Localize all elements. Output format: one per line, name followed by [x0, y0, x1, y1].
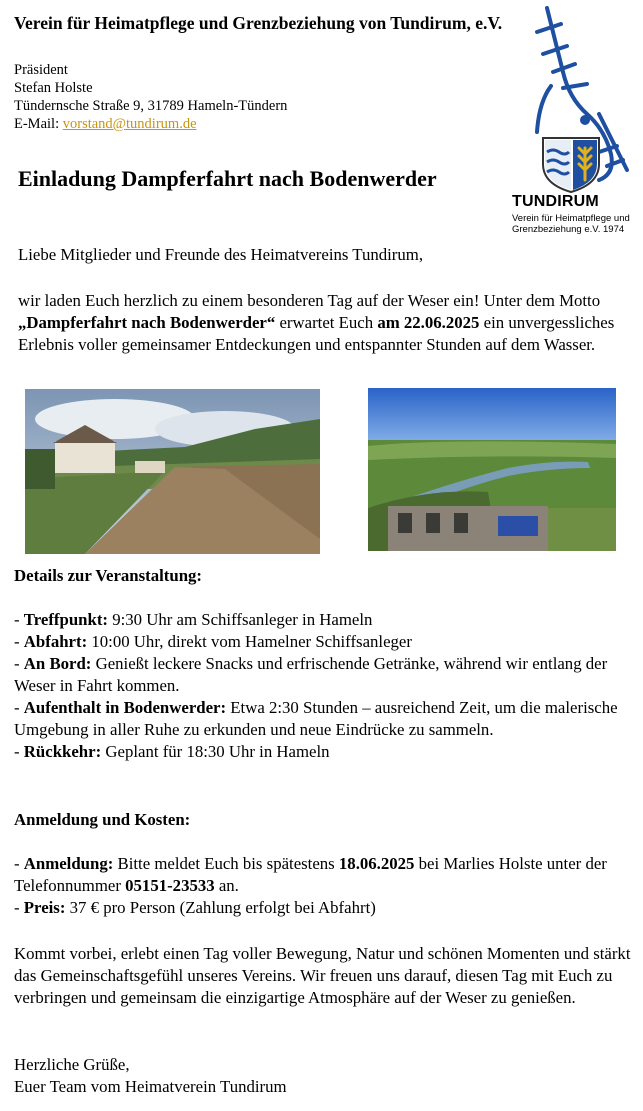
photo-weser-river-town	[25, 389, 320, 554]
detail-text: 10:00 Uhr, direkt vom Hamelner Schiffsanleger	[87, 632, 412, 651]
sender-role: Präsident	[14, 62, 68, 78]
sender-email-line	[14, 115, 197, 133]
photo-weser-valley-ruins	[368, 388, 616, 551]
detail-text: Etwa 2:30 Stunden – ausreichend Zeit, um die malerische Umgebung in aller Ruhe zu erkunden und neue Eindrücke zu sammeln.	[14, 698, 618, 739]
registration-item-anmeldung: - Anmeldung: Bitte meldet Euch bis spätestens 18.06.2025 bei Marlies Holste unter der Telefonnummer 05151-23533 an.	[14, 854, 607, 895]
registration-text: Bitte meldet Euch bis spätestens	[113, 854, 339, 873]
sender-address: Tündernsche Straße 9, 31789 Hameln-Tündern	[14, 98, 288, 114]
intro-text: erwartet Euch	[275, 313, 378, 332]
sender-name: Stefan Holste	[14, 80, 93, 96]
detail-item-rueckkehr: - Rückkehr: Geplant für 18:30 Uhr in Hameln	[14, 742, 330, 761]
registration-text: an.	[214, 876, 239, 895]
signoff-line1: Herzliche Grüße,	[14, 1055, 130, 1074]
detail-label: Aufenthalt in Bodenwerder:	[23, 698, 227, 717]
intro-motto: „Dampferfahrt nach Bodenwerder“	[18, 313, 276, 332]
detail-label: An Bord:	[23, 654, 92, 673]
price-text: 37 € pro Person (Zahlung erfolgt bei Abfahrt)	[65, 898, 376, 917]
detail-label: Rückkehr:	[23, 742, 102, 761]
intro-text: ein unvergessliches Erlebnis voller gemeinsamer Entdeckungen und entspannter Stunden auf dem Wasser.	[18, 313, 615, 354]
detail-label: Abfahrt:	[23, 632, 88, 651]
organization-title: Verein für Heimatpflege und Grenzbeziehung von Tundirum, e.V.	[14, 13, 503, 33]
detail-text: Geplant für 18:30 Uhr in Hameln	[101, 742, 330, 761]
price-label: Preis:	[23, 898, 66, 917]
coat-of-arms-icon	[543, 138, 599, 192]
detail-item-aufenthalt: - Aufenthalt in Bodenwerder: Etwa 2:30 Stunden – ausreichend Zeit, um die malerische Umgebung in aller Ruhe zu erkunden und neue Eindrücke zu sammeln.	[14, 698, 618, 739]
detail-text: 9:30 Uhr am Schiffsanleger in Hameln	[108, 610, 373, 629]
registration-phone: 05151-23533	[125, 876, 215, 895]
registration-deadline: 18.06.2025	[338, 854, 415, 873]
closing-paragraph: Kommt vorbei, erlebt einen Tag voller Bewegung, Natur und schönen Momenten und stärkt das Gemeinschaftsgefühl unseres Vereins. Wir freuen uns darauf, diesen Tag mit Euch zu verbringen und gemeinsam die einzigartige Atmosphäre auf der Weser zu genießen.	[14, 944, 631, 1007]
registration-text: bei Marlies Holste unter der Telefonnummer	[14, 854, 607, 895]
detail-item-an-bord: - An Bord: Genießt leckere Snacks und erfrischende Getränke, während wir entlang der Weser in Fahrt kommen.	[14, 654, 608, 695]
details-heading: Details zur Veranstaltung:	[14, 566, 203, 585]
detail-label: Treffpunkt:	[23, 610, 109, 629]
logo-subtitle-line2: Grenzbeziehung e.V. 1974	[512, 224, 625, 235]
document-title: Einladung Dampferfahrt nach Bodenwerder	[18, 166, 437, 191]
intro-text: wir laden Euch herzlich zu einem besonderen Tag auf der Weser ein! Unter dem Motto	[18, 291, 601, 310]
greeting: Liebe Mitglieder und Freunde des Heimatvereins Tundirum,	[18, 245, 424, 264]
email-link[interactable]: vorstand@tundirum.de	[62, 116, 197, 132]
signoff-line2: Euer Team vom Heimatverein Tundirum	[14, 1077, 287, 1096]
registration-item-preis: - Preis: 37 € pro Person (Zahlung erfolgt bei Abfahrt)	[14, 898, 376, 917]
logo-name: TUNDIRUM	[512, 193, 599, 210]
registration-label: Anmeldung:	[23, 854, 114, 873]
intro-paragraph	[18, 290, 630, 356]
detail-item-abfahrt: - Abfahrt: 10:00 Uhr, direkt vom Hamelner Schiffsanleger	[14, 632, 412, 651]
details-list	[14, 609, 634, 763]
event-date: am 22.06.2025	[377, 313, 480, 332]
detail-text: Genießt leckere Snacks und erfrischende Getränke, während wir entlang der Weser in Fahrt kommen.	[14, 654, 608, 695]
registration-list	[14, 853, 634, 919]
logo-subtitle	[512, 213, 642, 235]
registration-heading: Anmeldung und Kosten:	[14, 810, 191, 829]
logo-subtitle-line1: Verein für Heimatpflege und	[512, 213, 630, 224]
detail-item-treffpunkt: - Treffpunkt: 9:30 Uhr am Schiffsanleger in Hameln	[14, 610, 373, 629]
email-label: E-Mail:	[14, 116, 63, 132]
